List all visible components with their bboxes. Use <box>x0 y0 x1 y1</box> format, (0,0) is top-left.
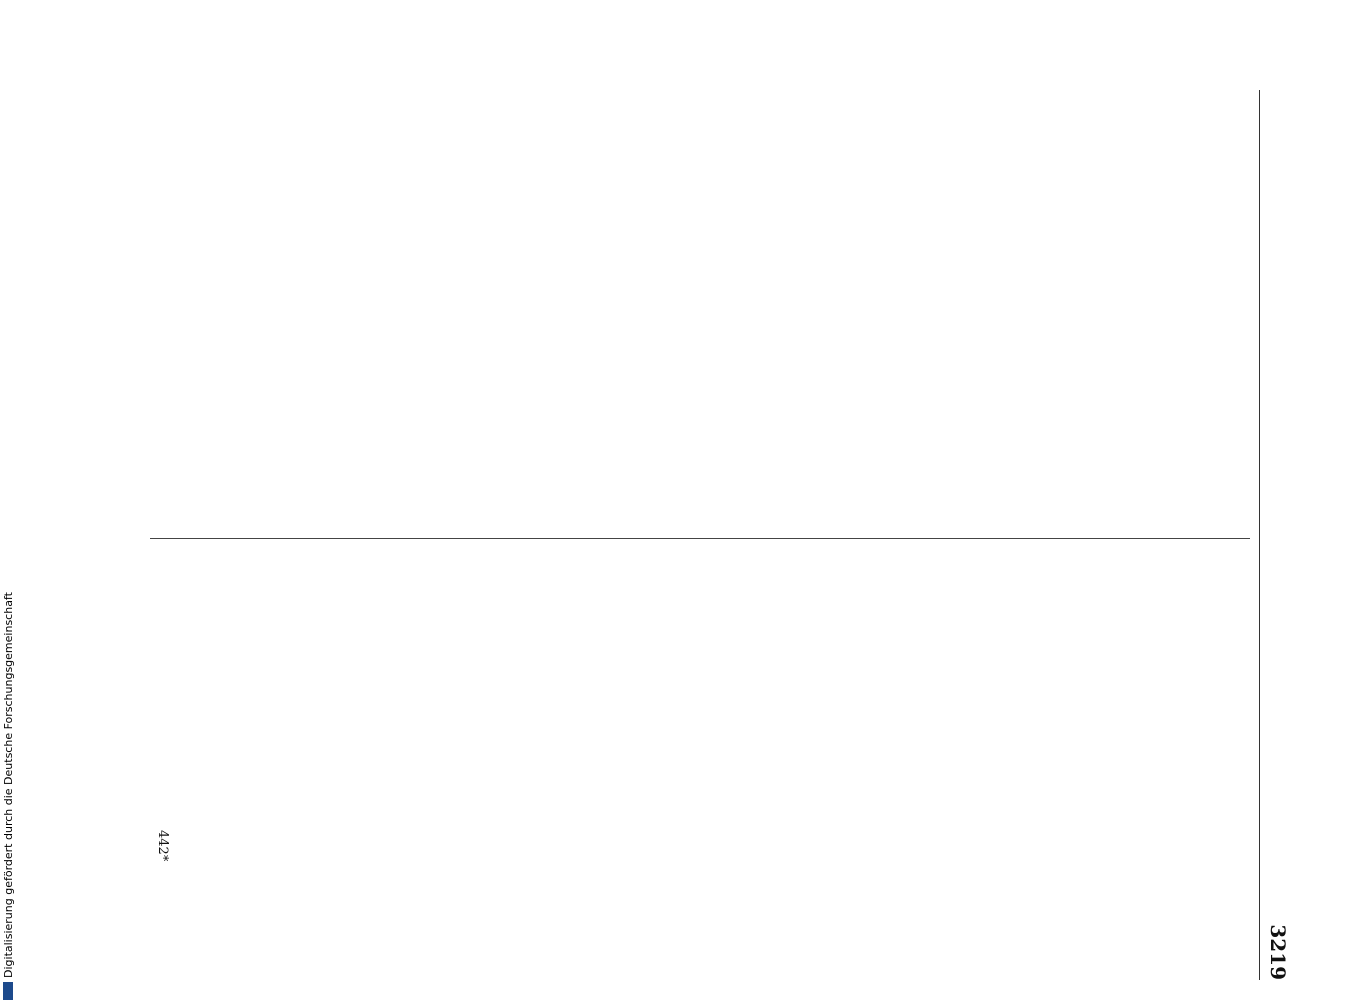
signature-mark: 442* <box>155 830 170 862</box>
page-number: 3219 <box>1266 924 1290 980</box>
right-column <box>150 545 1250 985</box>
running-header <box>1259 90 1290 980</box>
credit-text: Digitalisierung gefördert durch die Deutsche Forschungsgemeinschaft <box>1 592 15 978</box>
rotated-page <box>60 90 1290 980</box>
left-column <box>150 90 1250 530</box>
dfg-logo-icon <box>3 982 13 1000</box>
column-divider <box>150 538 1250 539</box>
digitization-credit <box>0 0 16 1000</box>
